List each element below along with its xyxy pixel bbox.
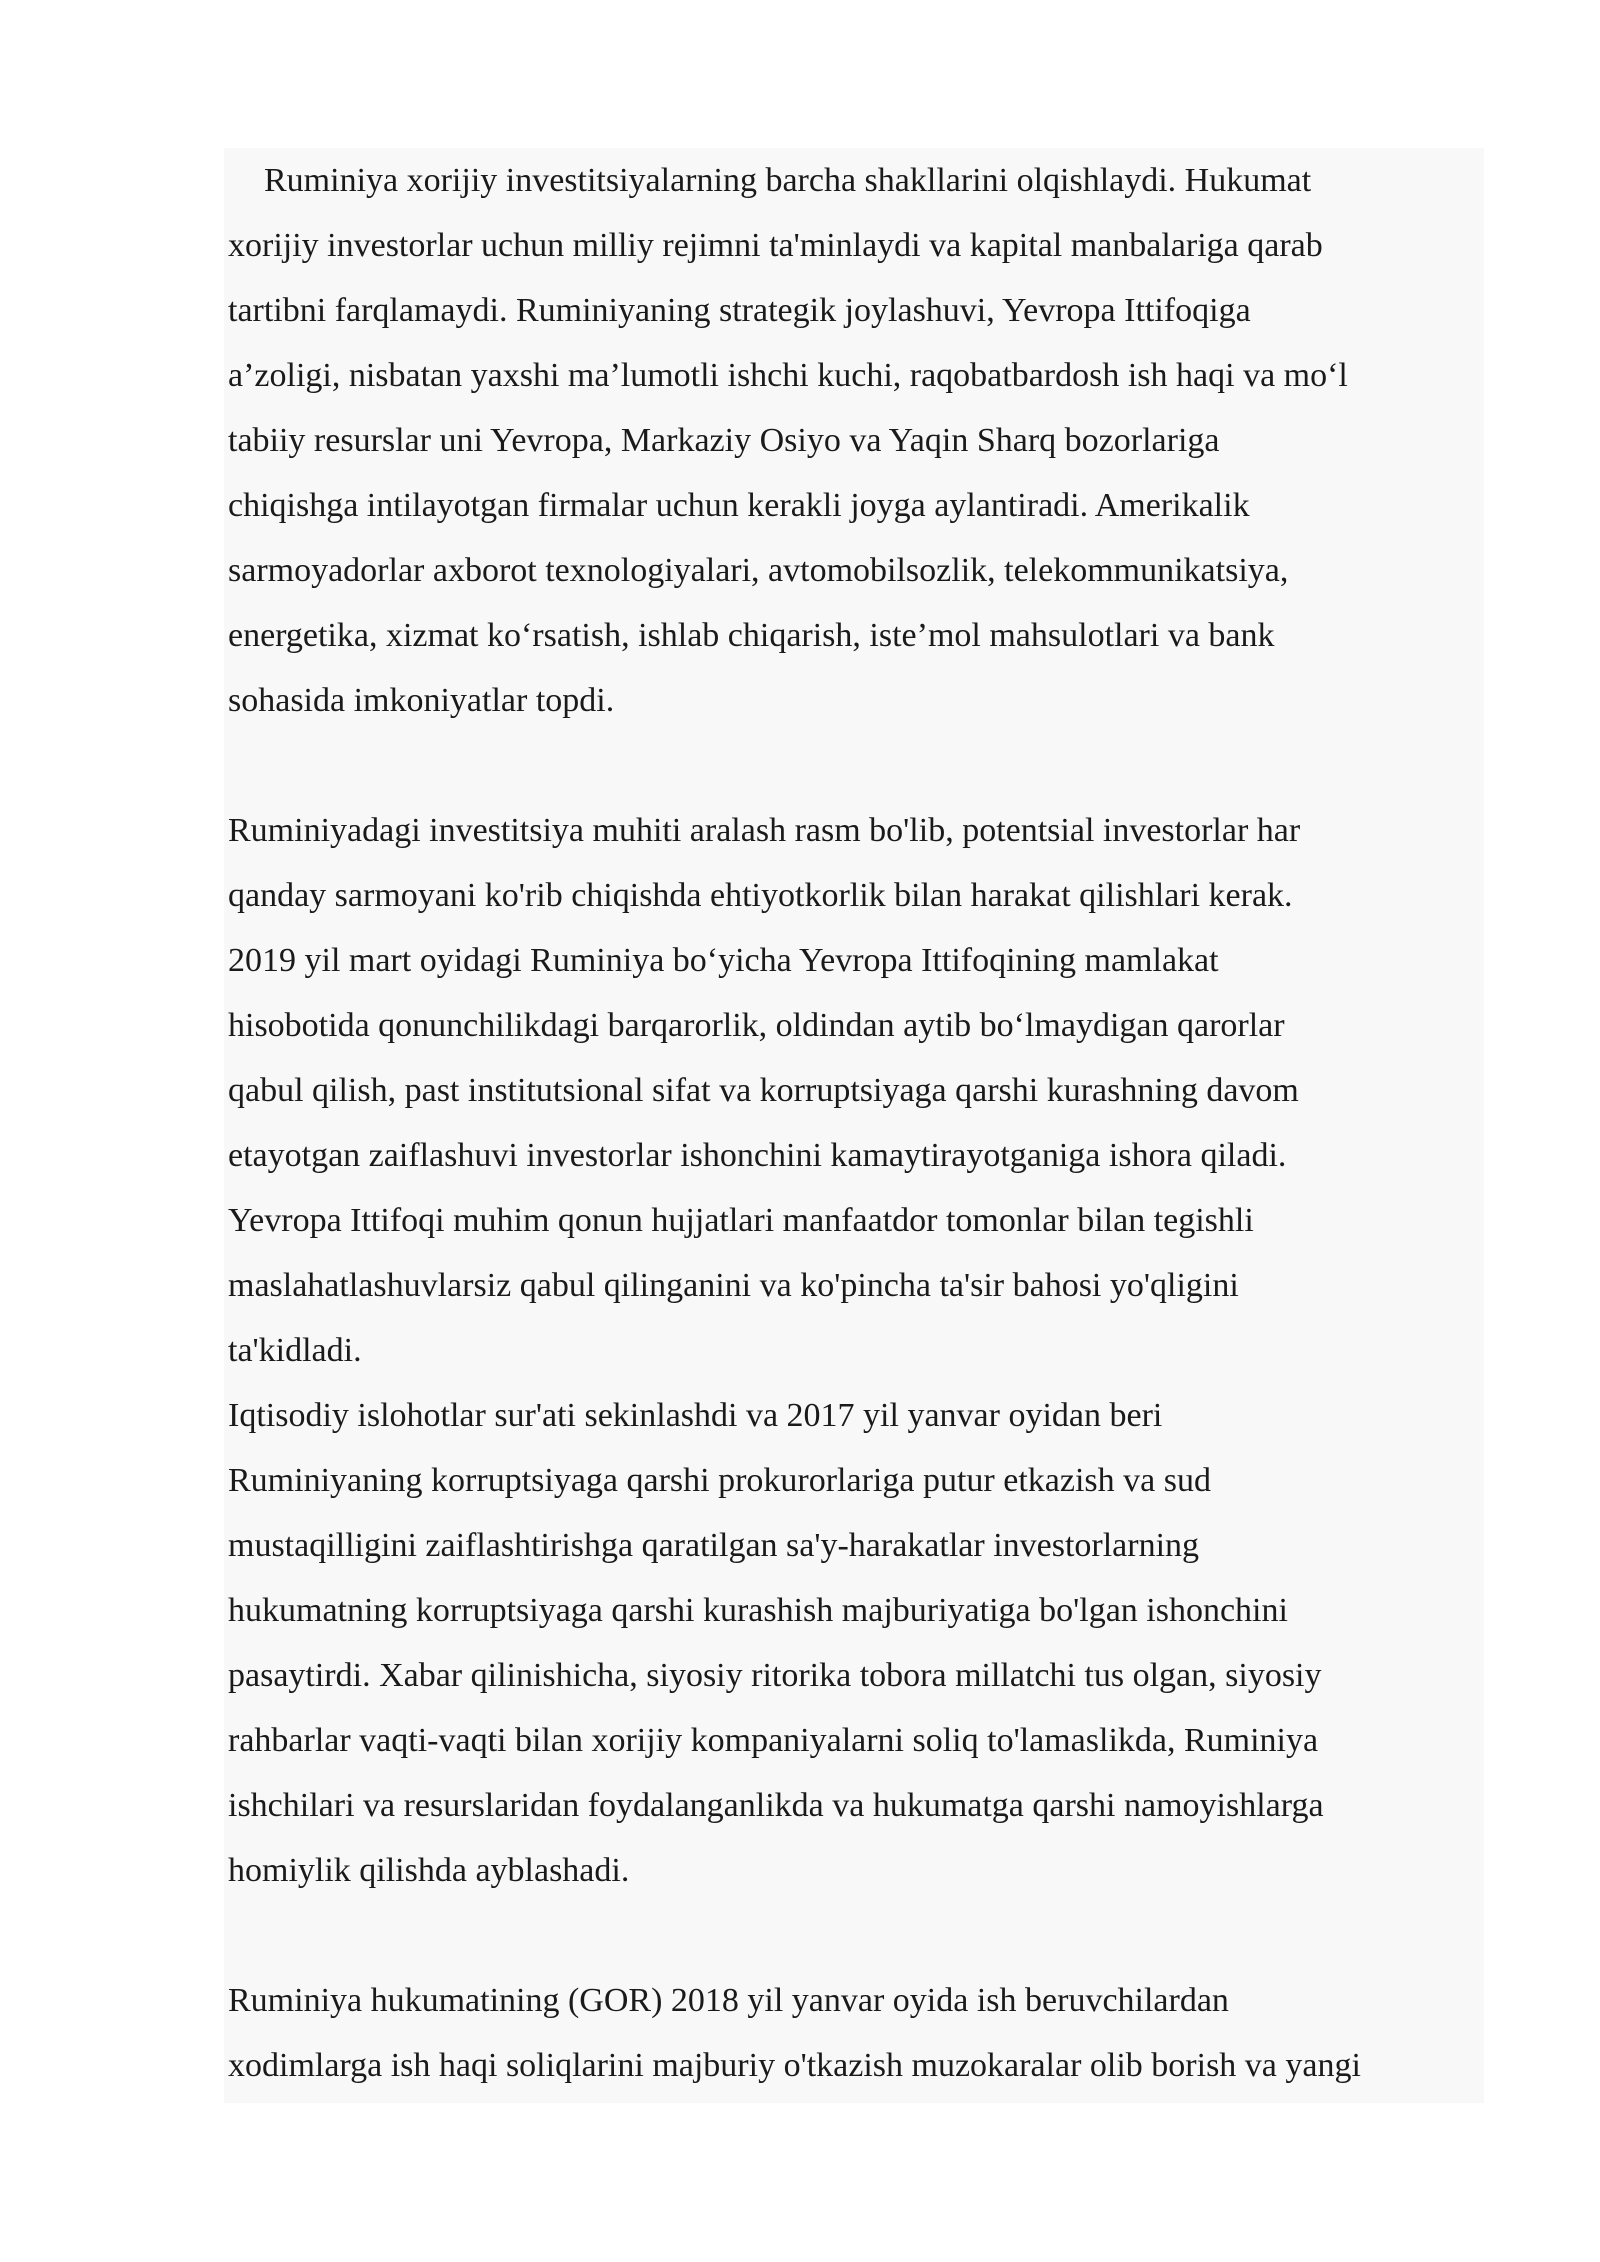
text-line: xodimlarga ish haqi soliqlarini majburiy o'tkazish muzokaralar olib borish va yangi: [228, 2047, 1361, 2084]
paragraph-gap: [228, 1903, 1480, 1968]
text-line: qanday sarmoyani ko'rib chiqishda ehtiyotkorlik bilan harakat qilishlari kerak.: [228, 877, 1293, 914]
text-line: energetika, xizmat ko‘rsatish, ishlab chiqarish, iste’mol mahsulotlari va bank: [228, 617, 1275, 654]
text-line: Iqtisodiy islohotlar sur'ati sekinlashdi va 2017 yil yanvar oyidan beri: [228, 1397, 1163, 1434]
text-line: tabiiy resurslar uni Yevropa, Markaziy Osiyo va Yaqin Sharq bozorlariga: [228, 422, 1220, 459]
text-line: qabul qilish, past institutsional sifat va korruptsiyaga qarshi kurashning davom: [228, 1072, 1299, 1109]
text-line: xorijiy investorlar uchun milliy rejimni ta'minlaydi va kapital manbalariga qarab: [228, 227, 1323, 264]
document-body: [224, 148, 1484, 2103]
text-line: ishchilari va resurslaridan foydalanganlikda va hukumatga qarshi namoyishlarga: [228, 1787, 1324, 1824]
paragraph-4: [228, 1968, 1480, 2098]
text-line: hukumatning korruptsiyaga qarshi kurashish majburiyatiga bo'lgan ishonchini: [228, 1592, 1288, 1629]
text-line: Ruminiyadagi investitsiya muhiti aralash rasm bo'lib, potentsial investorlar har: [228, 812, 1301, 849]
text-line: a’zoligi, nisbatan yaxshi ma’lumotli ishchi kuchi, raqobatbardosh ish haqi va mo‘l: [228, 357, 1348, 394]
paragraph-3: [228, 1383, 1480, 1903]
text-line: Yevropa Ittifoqi muhim qonun hujjatlari manfaatdor tomonlar bilan tegishli: [228, 1202, 1254, 1239]
text-line: 2019 yil mart oyidagi Ruminiya bo‘yicha Yevropa Ittifoqining mamlakat: [228, 942, 1219, 979]
text-line: maslahatlashuvlarsiz qabul qilinganini va ko'pincha ta'sir bahosi yo'qligini: [228, 1267, 1239, 1304]
text-line: sohasida imkoniyatlar topdi.: [228, 682, 615, 719]
paragraph-2: [228, 798, 1480, 1383]
text-line: pasaytirdi. Xabar qilinishicha, siyosiy ritorika tobora millatchi tus olgan, siyosiy: [228, 1657, 1322, 1694]
paragraph-gap: [228, 733, 1480, 798]
text-line: ta'kidladi.: [228, 1332, 362, 1369]
text-line: Ruminiyaning korruptsiyaga qarshi prokurorlariga putur etkazish va sud: [228, 1462, 1211, 1499]
text-line: mustaqilligini zaiflashtirishga qaratilgan sa'y-harakatlar investorlarning: [228, 1527, 1200, 1564]
text-line: etayotgan zaiflashuvi investorlar ishonchini kamaytirayotganiga ishora qiladi.: [228, 1137, 1287, 1174]
text-line: rahbarlar vaqti-vaqti bilan xorijiy kompaniyalarni soliq to'lamaslikda, Ruminiya: [228, 1722, 1319, 1759]
paragraph-1: [228, 148, 1480, 733]
text-line: Ruminiya xorijiy investitsiyalarning barcha shakllarini olqishlaydi. Hukumat: [264, 162, 1312, 199]
text-line: sarmoyadorlar axborot texnologiyalari, avtomobilsozlik, telekommunikatsiya,: [228, 552, 1289, 589]
text-line: hisobotida qonunchilikdagi barqarorlik, oldindan aytib bo‘lmaydigan qarorlar: [228, 1007, 1285, 1044]
text-line: tartibni farqlamaydi. Ruminiyaning strategik joylashuvi, Yevropa Ittifoqiga: [228, 292, 1251, 329]
text-line: homiylik qilishda ayblashadi.: [228, 1852, 630, 1889]
text-line: chiqishga intilayotgan firmalar uchun kerakli joyga aylantiradi. Amerikalik: [228, 487, 1250, 524]
text-line: Ruminiya hukumatining (GOR) 2018 yil yanvar oyida ish beruvchilardan: [228, 1982, 1229, 2019]
